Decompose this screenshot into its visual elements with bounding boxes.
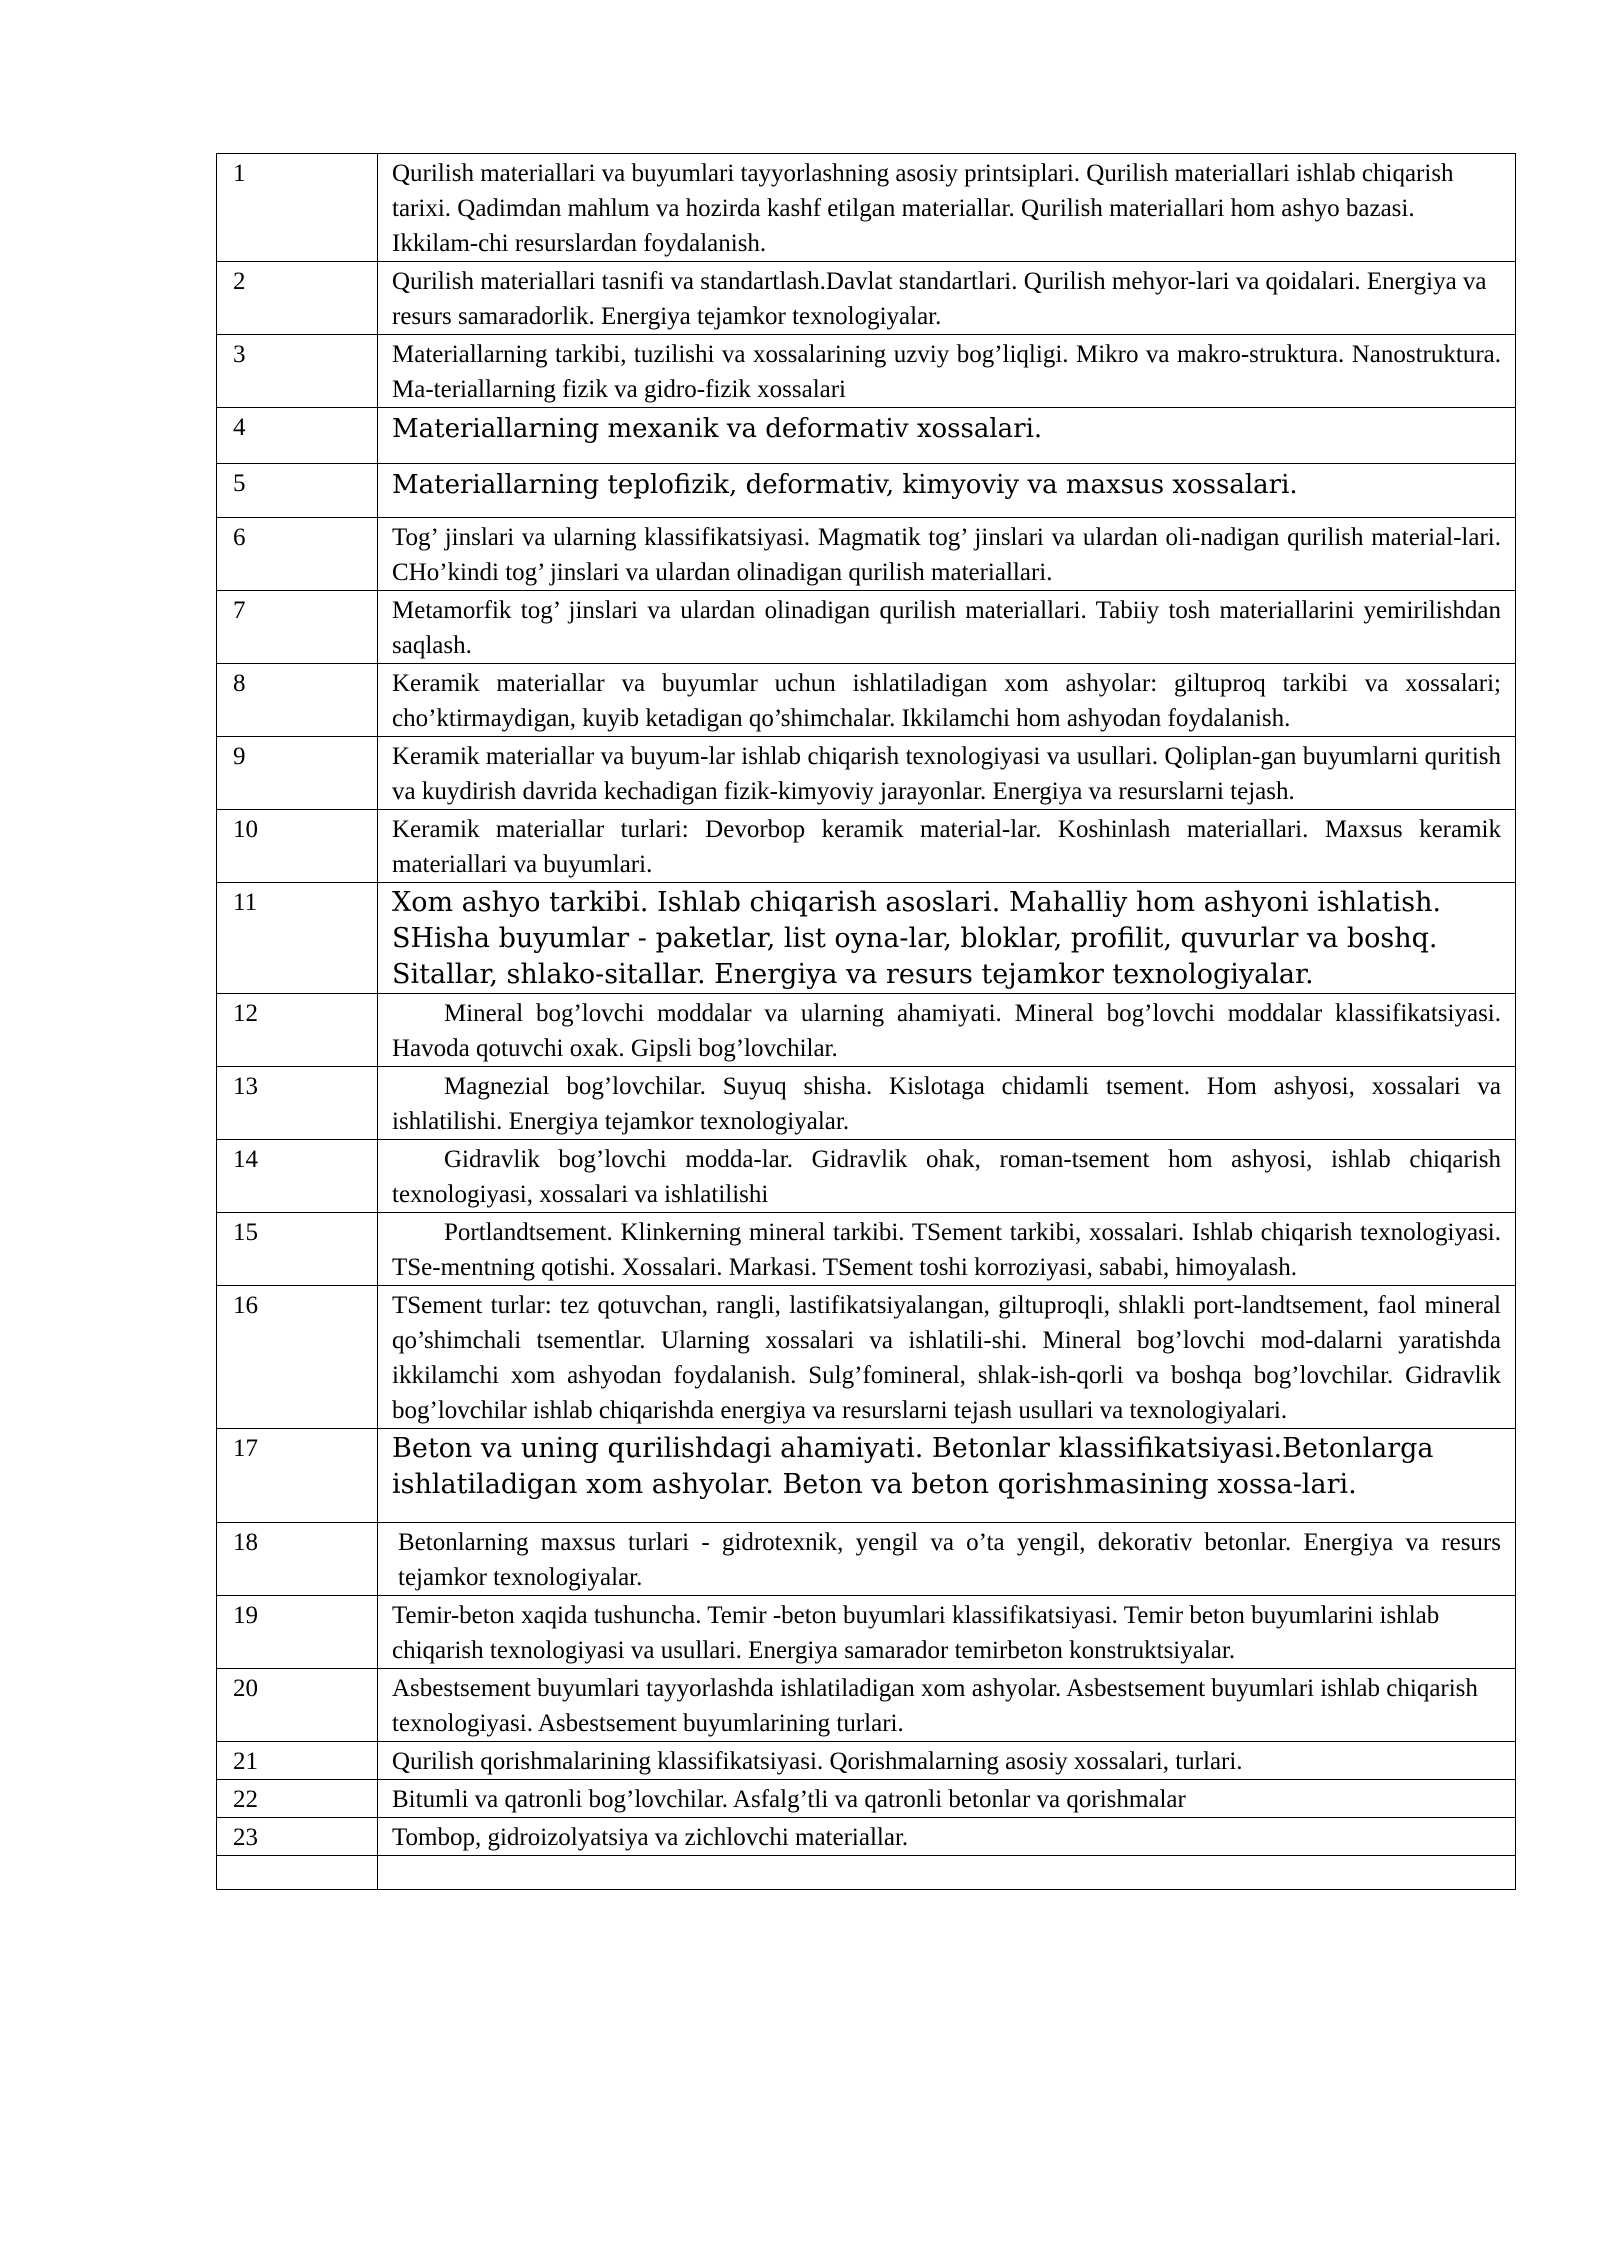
table-row: [217, 1742, 1516, 1780]
row-text: Betonlarning maxsus turlari - gidrotexnik, yengil va o’ta yengil, dekorativ betonlar. Energiya va resurs tejamkor texnologiyalar.: [378, 1523, 1516, 1596]
row-number: 17: [217, 1429, 378, 1523]
table-row: [217, 262, 1516, 335]
row-number: 1: [217, 154, 378, 262]
row-text: Mineral bog’lovchi moddalar va ularning ahamiyati. Mineral bog’lovchi moddalar klassifikatsiyasi. Havoda qotuvchi oxak. Gipsli bog’lovchilar.: [378, 994, 1516, 1067]
table-row: [217, 518, 1516, 591]
table-row: [217, 1213, 1516, 1286]
row-number: 15: [217, 1213, 378, 1286]
row-text: Qurilish materiallari tasnifi va standartlash.Davlat standartlari. Qurilish mehyor-lari va qoidalari. Energiya va resurs samaradorlik. Energiya tejamkor texnologiyalar.: [378, 262, 1516, 335]
row-text: Gidravlik bog’lovchi modda-lar. Gidravlik ohak, roman-tsement hom ashyosi, ishlab chiqarish texnologiyasi, xossalari va ishlatilishi: [378, 1140, 1516, 1213]
row-number: 18: [217, 1523, 378, 1596]
table-row: [217, 154, 1516, 262]
row-number: 23: [217, 1818, 378, 1856]
table-row: [217, 994, 1516, 1067]
row-text: Metamorfik tog’ jinslari va ulardan olinadigan qurilish materiallari. Tabiiy tosh materiallarini yemirilishdan saqlash.: [378, 591, 1516, 664]
row-text: Tombop, gidroizolyatsiya va zichlovchi materiallar.: [378, 1818, 1516, 1856]
table-row: [217, 810, 1516, 883]
table-row: [217, 464, 1516, 518]
row-number: 8: [217, 664, 378, 737]
row-number: 5: [217, 464, 378, 518]
table-row: [217, 1286, 1516, 1429]
table-row: [217, 1596, 1516, 1669]
row-number: 7: [217, 591, 378, 664]
row-text: Magnezial bog’lovchilar. Suyuq shisha. Kislotaga chidamli tsement. Hom ashyosi, xossalari va ishlatilishi. Energiya tejamkor texnologiyalar.: [378, 1067, 1516, 1140]
row-text: Keramik materiallar va buyum-lar ishlab chiqarish texnologiyasi va usullari. Qoliplan-gan buyumlarni quritish va kuydirish davrida kechadigan fizik-kimyoviy jarayonlar. Energiya va resurslarni tejash.: [378, 737, 1516, 810]
row-text: Portlandtsement. Klinkerning mineral tarkibi. TSement tarkibi, xossalari. Ishlab chiqarish texnologiyasi. TSe-mentning qotishi. Xossalari. Markasi. TSement toshi korroziyasi, sababi, himoyalash.: [378, 1213, 1516, 1286]
row-number: 11: [217, 883, 378, 994]
row-text: Qurilish materiallari va buyumlari tayyorlashning asosiy printsiplari. Qurilish materiallari ishlab chiqarish tarixi. Qadimdan mahlum va hozirda kashf etilgan materiallar. Qurilish materiallari hom ashyo bazasi. Ikkilam-chi resurslardan foydalanish.: [378, 154, 1516, 262]
row-text: Keramik materiallar turlari: Devorbop keramik material-lar. Koshinlash materiallari. Maxsus keramik materiallari va buyumlari.: [378, 810, 1516, 883]
row-number: 13: [217, 1067, 378, 1140]
row-text: Keramik materiallar va buyumlar uchun ishlatiladigan xom ashyolar: giltuproq tarkibi va xossalari; cho’ktirmaydigan, kuyib ketadigan qo’shimchalar. Ikkilamchi hom ashyodan foydalanish.: [378, 664, 1516, 737]
table-row: [217, 1140, 1516, 1213]
table-row: [217, 1669, 1516, 1742]
row-number: 9: [217, 737, 378, 810]
table-row: [217, 883, 1516, 994]
table-row-empty: [217, 1856, 1516, 1890]
row-text: Xom ashyo tarkibi. Ishlab chiqarish asoslari. Mahalliy hom ashyoni ishlatish. SHisha buyumlar - paketlar, list oyna-lar, bloklar, profilit, quvurlar va boshq. Sitallar, shlako-sitallar. Energiya va resurs tejamkor texnologiyalar.: [378, 883, 1516, 994]
table-row: [217, 591, 1516, 664]
row-text: Bitumli va qatronli bog’lovchilar. Asfalg’tli va qatronli betonlar va qorishmalar: [378, 1780, 1516, 1818]
row-number: 10: [217, 810, 378, 883]
row-number: 21: [217, 1742, 378, 1780]
table-row: [217, 1429, 1516, 1523]
table-row: [217, 1523, 1516, 1596]
row-text: Temir-beton xaqida tushuncha. Temir -beton buyumlari klassifikatsiyasi. Temir beton buyumlarini ishlab chiqarish texnologiyasi va usullari. Energiya samarador temirbeton konstruktsiyalar.: [378, 1596, 1516, 1669]
table-row: [217, 408, 1516, 464]
row-text-empty: [378, 1856, 1516, 1890]
row-number: 4: [217, 408, 378, 464]
row-text: TSement turlar: tez qotuvchan, rangli, lastifikatsiyalangan, giltuproqli, shlakli port-landtsement, faol mineral qo’shimchali tsementlar. Ularning xossalari va ishlatili-shi. Mineral bog’lovchi mod-dalarni yaratishda ikkilamchi xom ashyodan foydalanish. Sulg’fomineral, shlak-ish-qorli va boshqa bog’lovchilar. Gidravlik bog’lovchilar ishlab chiqarishda energiya va resurslarni tejash usullari va texnologiyalari.: [378, 1286, 1516, 1429]
row-number: 20: [217, 1669, 378, 1742]
table-row: [217, 737, 1516, 810]
row-text: Materiallarning tarkibi, tuzilishi va xossalarining uzviy bog’liqligi. Mikro va makro-struktura. Nanostruktura. Ma-teriallarning fizik va gidro-fizik xossalari: [378, 335, 1516, 408]
row-number: 16: [217, 1286, 378, 1429]
table-row: [217, 1818, 1516, 1856]
row-number: 22: [217, 1780, 378, 1818]
row-number: 14: [217, 1140, 378, 1213]
row-number-empty: [217, 1856, 378, 1890]
row-text: Materiallarning mexanik va deformativ xossalari.: [378, 408, 1516, 464]
row-number: 3: [217, 335, 378, 408]
row-text: Asbestsement buyumlari tayyorlashda ishlatiladigan xom ashyolar. Asbestsement buyumlari ishlab chiqarish texnologiyasi. Asbestsement buyumlarining turlari.: [378, 1669, 1516, 1742]
row-number: 19: [217, 1596, 378, 1669]
row-text: Beton va uning qurilishdagi ahamiyati. Betonlar klassifikatsiyasi.Betonlarga ishlatiladigan xom ashyolar. Beton va beton qorishmasining xossa-lari.: [378, 1429, 1516, 1523]
row-text: Tog’ jinslari va ularning klassifikatsiyasi. Magmatik tog’ jinslari va ulardan oli-nadigan qurilish material-lari. CHo’kindi tog’ jinslari va ulardan olinadigan qurilish materiallari.: [378, 518, 1516, 591]
row-text: Materiallarning teplofizik, deformativ, kimyoviy va maxsus xossalari.: [378, 464, 1516, 518]
table-row: [217, 1780, 1516, 1818]
topics-table: [216, 153, 1516, 1890]
row-number: 12: [217, 994, 378, 1067]
table-row: [217, 664, 1516, 737]
row-number: 2: [217, 262, 378, 335]
row-text: Qurilish qorishmalarining klassifikatsiyasi. Qorishmalarning asosiy xossalari, turlari.: [378, 1742, 1516, 1780]
table-row: [217, 1067, 1516, 1140]
table-row: [217, 335, 1516, 408]
row-number: 6: [217, 518, 378, 591]
